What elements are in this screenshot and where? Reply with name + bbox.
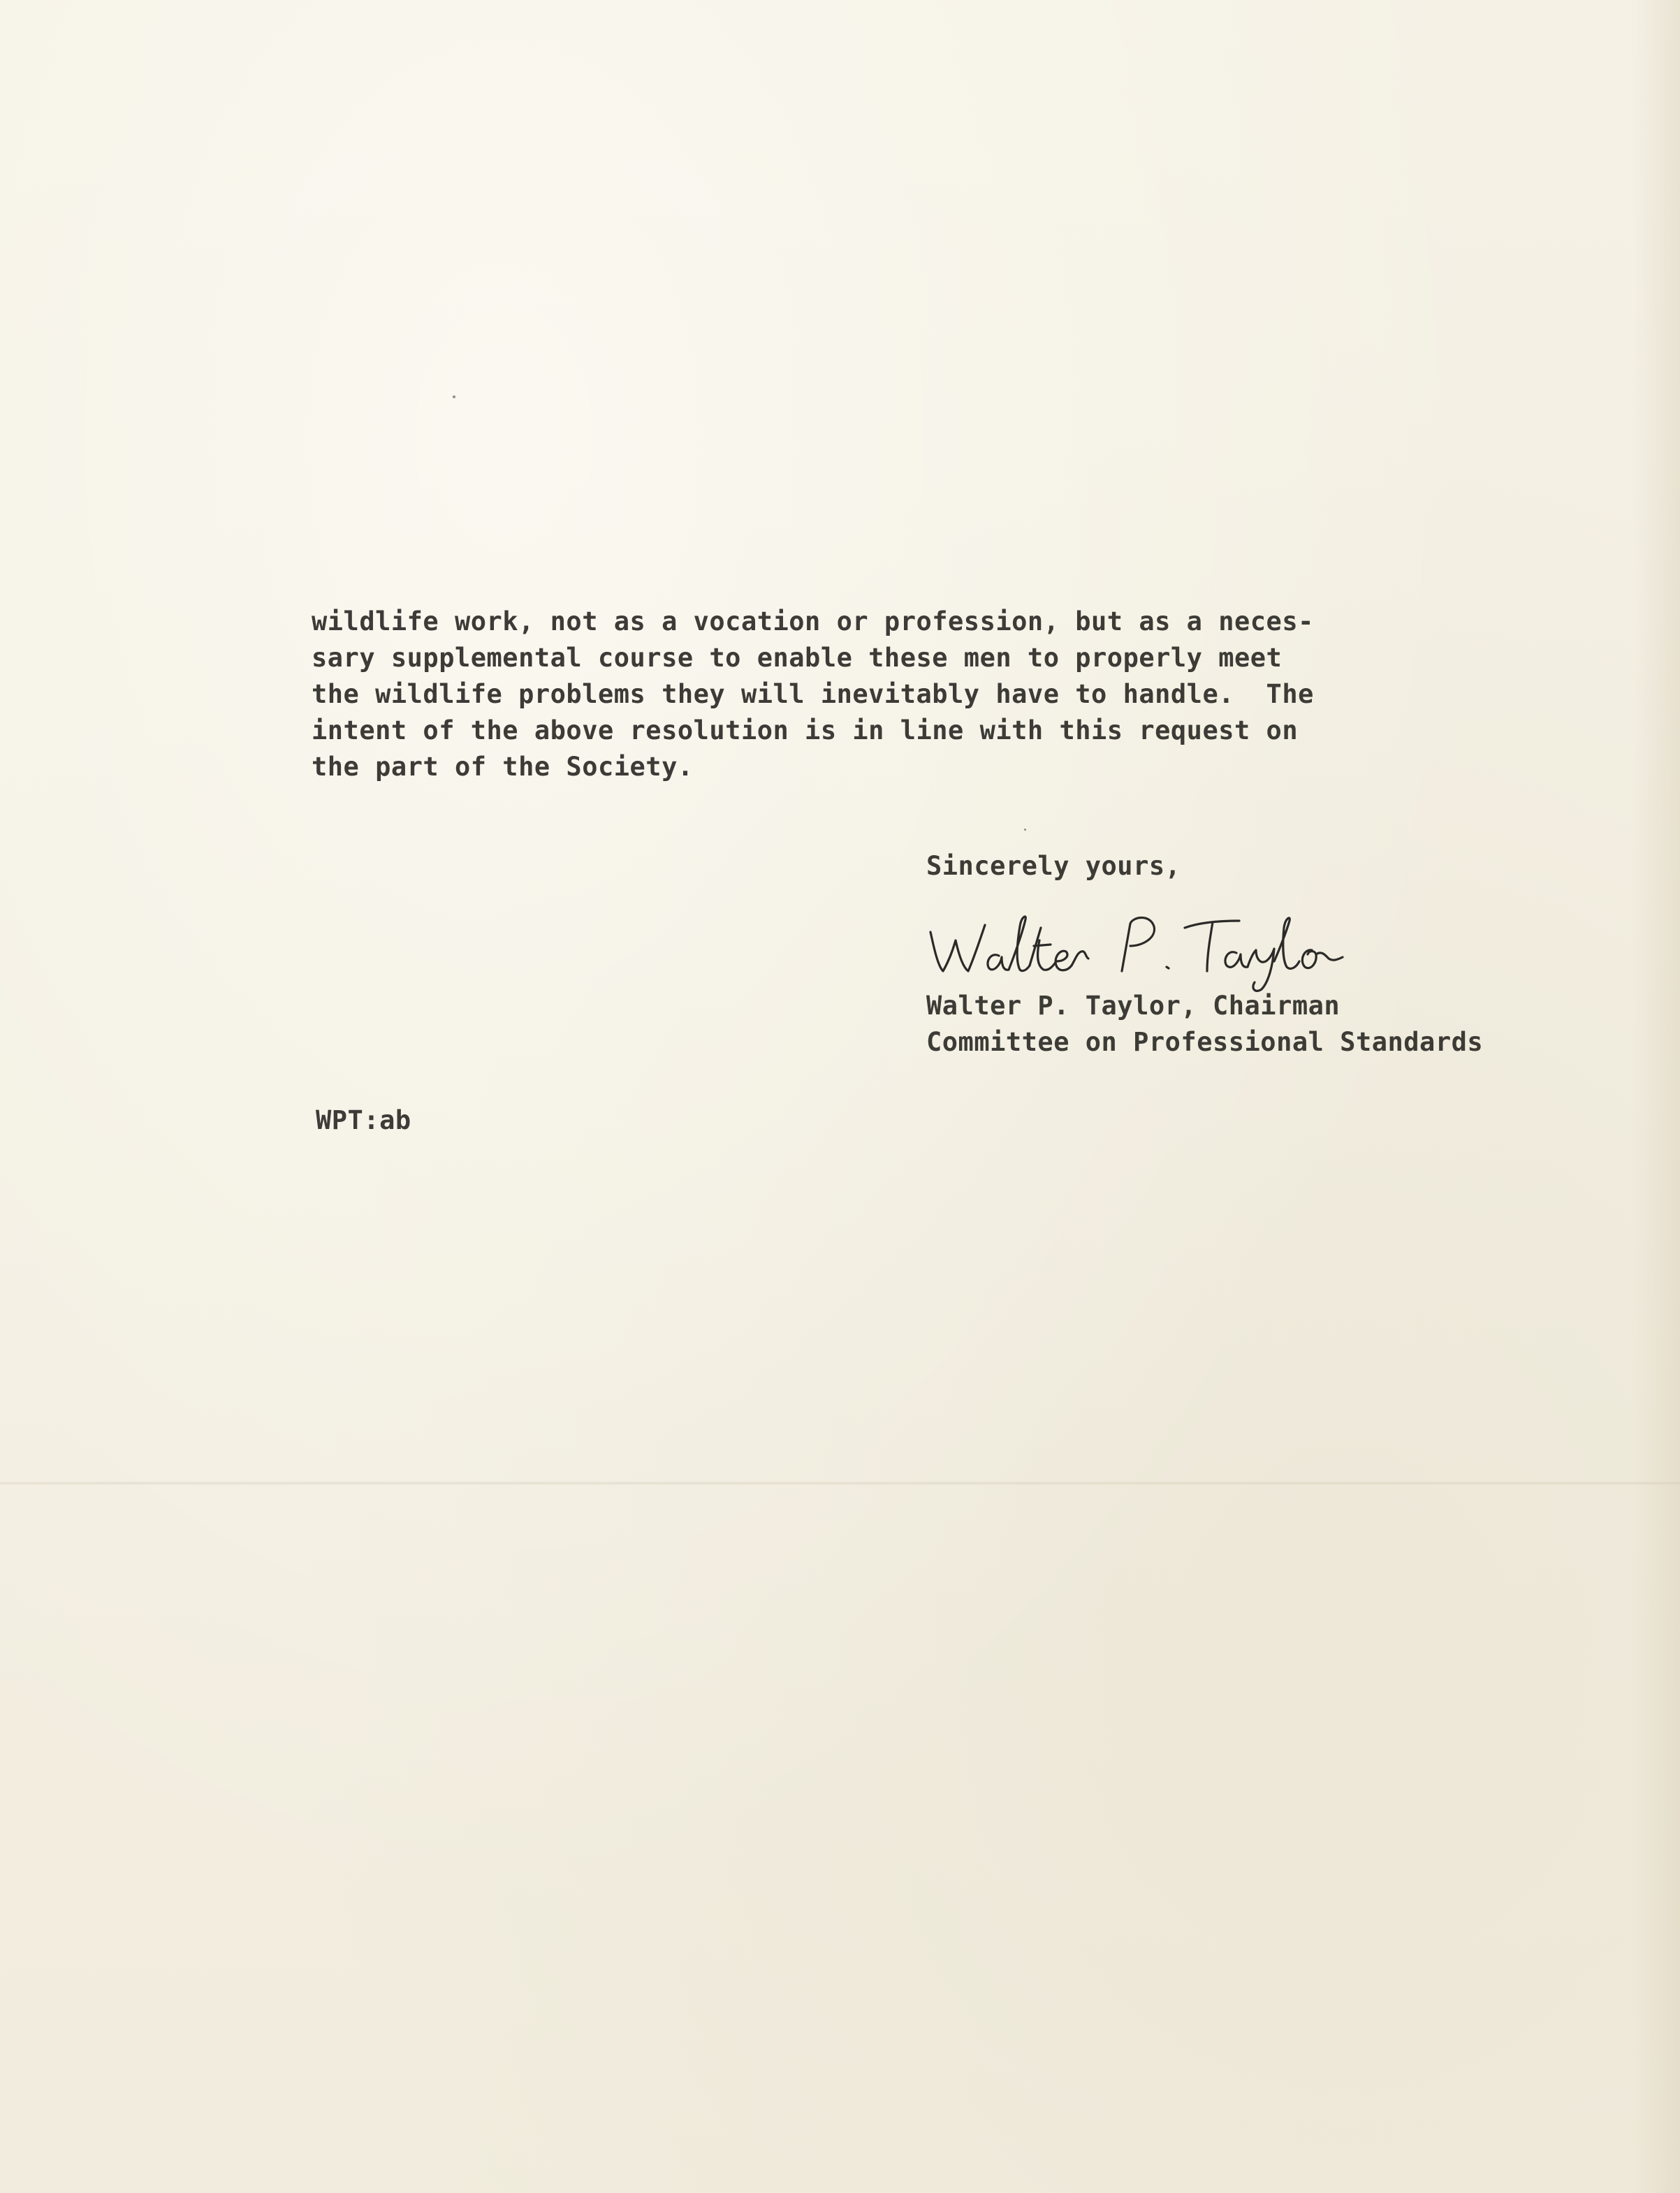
- body-line-4: intent of the above resolution is in line with this request on: [312, 715, 1299, 745]
- paper-edge-shading: [1631, 0, 1680, 2193]
- handwritten-signature: [921, 889, 1382, 993]
- paper-speck: [1024, 829, 1026, 831]
- paper-speck: [453, 395, 455, 398]
- signer-name-title: Walter P. Taylor, Chairman: [926, 991, 1341, 1021]
- closing-salutation: Sincerely yours,: [926, 851, 1181, 881]
- body-line-3: the wildlife problems they will inevitably have to handle. The: [312, 679, 1314, 709]
- body-line-1: wildlife work, not as a vocation or profession, but as a neces-: [312, 606, 1314, 636]
- reference-initials: WPT:ab: [316, 1105, 411, 1135]
- body-line-5: the part of the Society.: [312, 752, 694, 782]
- paper-fold-line: [0, 1481, 1680, 1485]
- body-line-2: sary supplemental course to enable these men to properly meet: [312, 643, 1283, 673]
- signer-committee: Committee on Professional Standards: [926, 1027, 1484, 1057]
